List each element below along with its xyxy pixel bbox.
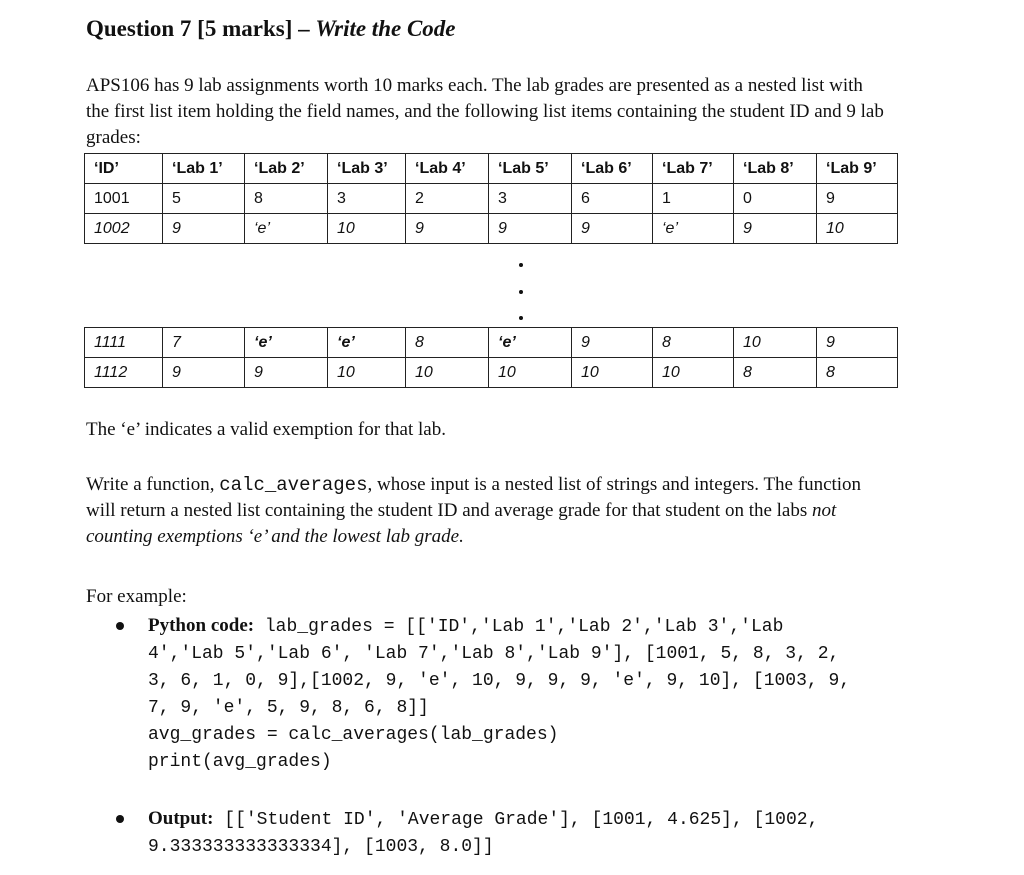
table-cell: ‘e’ [489,328,572,358]
table-cell: 9 [163,358,245,388]
bullet-icon [116,622,124,630]
table-cell: 10 [489,358,572,388]
code-line-5: avg_grades = calc_averages(lab_grades) [148,725,559,745]
header-cell: ‘Lab 5’ [489,154,572,184]
ellipsis-dot [519,290,523,294]
output-line-1 [148,805,818,834]
task-line-2 [86,498,966,524]
task-line-1 [86,472,966,498]
task-text: will return a nested list containing the student ID and average grade for that student on the labs [86,500,813,521]
code-text: lab_grades = [['ID','Lab 1','Lab 2','Lab 3','Lab [254,617,784,637]
code-line-6: print(avg_grades) [148,752,332,772]
code-line-4: 7, 9, 'e', 5, 9, 8, 6, 8]] [148,698,429,718]
header-cell: ‘Lab 6’ [572,154,653,184]
task-emphasis: not [812,500,837,521]
table-cell: 8 [245,184,328,214]
table-cell: 8 [653,328,734,358]
table-cell: ‘e’ [245,214,328,244]
table-cell: 9 [734,214,817,244]
header-cell: ‘Lab 1’ [163,154,245,184]
table-cell: 1112 [85,358,163,388]
python-code-label: Python code: [148,615,255,636]
output-line-2: 9.333333333333334], [1003, 8.0]] [148,837,494,857]
question-title: Question 7 [5 marks] – [86,16,316,41]
table-cell: 10 [572,358,653,388]
intro-line-3: grades: [86,127,141,148]
table-cell: 9 [817,328,898,358]
table-cell: 0 [734,184,817,214]
table-cell: 7 [163,328,245,358]
code-line-3: 3, 6, 1, 0, 9],[1002, 9, 'e', 10, 9, 9, 9, 'e', 9, 10], [1003, 9, [148,671,851,691]
grades-table-top [84,153,898,244]
table-cell: 10 [734,328,817,358]
table-cell: 10 [328,358,406,388]
table-cell: 10 [817,214,898,244]
ellipsis-dot [519,316,523,320]
table-cell: 3 [328,184,406,214]
table-row [85,184,898,214]
header-cell: ‘Lab 4’ [406,154,489,184]
header-cell: ‘Lab 8’ [734,154,817,184]
header-cell: ‘Lab 2’ [245,154,328,184]
table-cell: 6 [572,184,653,214]
table-cell: ‘e’ [328,328,406,358]
task-emphasis: counting exemptions ‘e’ and the lowest lab grade. [86,526,464,547]
exemption-note: The ‘e’ indicates a valid exemption for that lab. [86,419,446,440]
table-cell: 9 [489,214,572,244]
table-cell: 9 [817,184,898,214]
example-label: For example: [86,586,187,607]
table-cell: 9 [572,328,653,358]
intro-paragraph [86,73,966,151]
intro-line-1: APS106 has 9 lab assignments worth 10 marks each. The lab grades are presented as a nested list with [86,75,863,96]
task-paragraph [86,472,966,550]
table-cell: ‘e’ [653,214,734,244]
table-cell: 3 [489,184,572,214]
table-cell: 8 [406,328,489,358]
table-cell: 10 [653,358,734,388]
table-cell: 1002 [85,214,163,244]
table-header-row [85,154,898,184]
python-code-block [148,612,850,776]
table-cell: 8 [817,358,898,388]
ellipsis-dot [519,263,523,267]
output-label: Output: [148,808,214,829]
header-cell: ‘Lab 3’ [328,154,406,184]
table-cell: 10 [406,358,489,388]
function-name: calc_averages [219,474,368,496]
output-block [148,805,818,861]
task-text: Write a function, [86,474,220,495]
table-cell: 1111 [85,328,163,358]
table-cell: 9 [572,214,653,244]
table-cell: 1001 [85,184,163,214]
task-line-3 [86,524,966,550]
table-cell: 8 [734,358,817,388]
intro-line-2: the first list item holding the field names, and the following list items containing the student ID and 9 lab [86,101,884,122]
table-row [85,358,898,388]
table-cell: 10 [328,214,406,244]
question-heading [86,16,456,42]
table-cell: 2 [406,184,489,214]
table-cell: 5 [163,184,245,214]
question-subtitle: Write the Code [315,16,456,41]
header-cell: ‘Lab 9’ [817,154,898,184]
code-line-1 [148,612,850,641]
header-cell: ‘Lab 7’ [653,154,734,184]
table-cell: 9 [163,214,245,244]
grades-table-bottom [84,327,898,388]
task-text: , whose input is a nested list of strings and integers. The function [367,474,862,495]
table-cell: 9 [245,358,328,388]
table-cell: 9 [406,214,489,244]
table-row [85,328,898,358]
table-row [85,214,898,244]
table-cell: 1 [653,184,734,214]
table-cell: ‘e’ [245,328,328,358]
output-text: [['Student ID', 'Average Grade'], [1001, 4.625], [1002, [213,810,819,830]
header-cell: ‘ID’ [85,154,163,184]
code-line-2: 4','Lab 5','Lab 6', 'Lab 7','Lab 8','Lab 9'], [1001, 5, 8, 3, 2, [148,644,840,664]
bullet-icon [116,815,124,823]
